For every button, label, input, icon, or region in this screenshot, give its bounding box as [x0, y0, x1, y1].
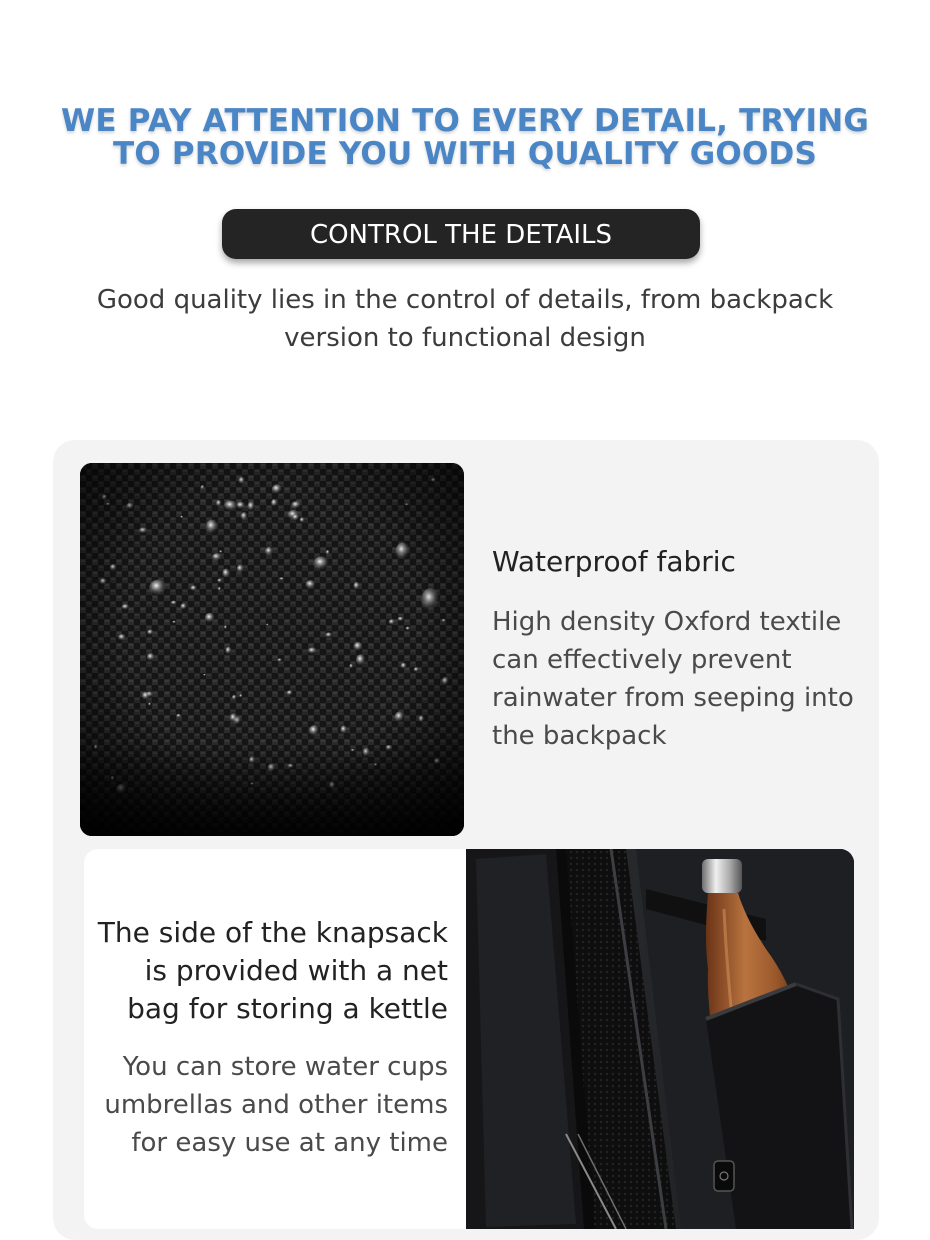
feature-line: umbrellas and other items [104, 1090, 448, 1120]
headline [0, 105, 930, 171]
feature-line: for easy use at any time [131, 1128, 448, 1158]
feature-line: the backpack [492, 721, 667, 751]
intro-line-1: Good quality lies in the control of details, from backpack [96, 285, 834, 315]
feature-title-line: is provided with a net [144, 954, 448, 987]
feature-line: rainwater from seeping into [492, 683, 854, 713]
headline-line-2: TO PROVIDE YOU WITH QUALITY GOODS [113, 136, 817, 172]
control-details-badge: CONTROL THE DETAILS [222, 209, 700, 259]
feature-text-waterproof [492, 603, 854, 755]
backpack-bottle-image [466, 849, 854, 1229]
feature-line: High density Oxford textile [492, 607, 842, 637]
fabric-texture [80, 463, 464, 836]
feature-line: can effectively prevent [492, 645, 792, 675]
feature-text-side-pocket [84, 1048, 448, 1162]
intro-text [40, 281, 890, 357]
feature-title-line: bag for storing a kettle [127, 992, 448, 1025]
backpack-illustration [466, 849, 854, 1229]
intro-line-2: version to functional design [284, 323, 646, 353]
feature-title-line: The side of the knapsack [97, 916, 448, 949]
waterproof-fabric-image [80, 463, 464, 836]
headline-line-1: WE PAY ATTENTION TO EVERY DETAIL, TRYING [60, 103, 870, 139]
feature-line: You can store water cups [122, 1052, 448, 1082]
feature-title-waterproof: Waterproof fabric [492, 545, 736, 578]
feature-title-side-pocket [84, 914, 448, 1028]
